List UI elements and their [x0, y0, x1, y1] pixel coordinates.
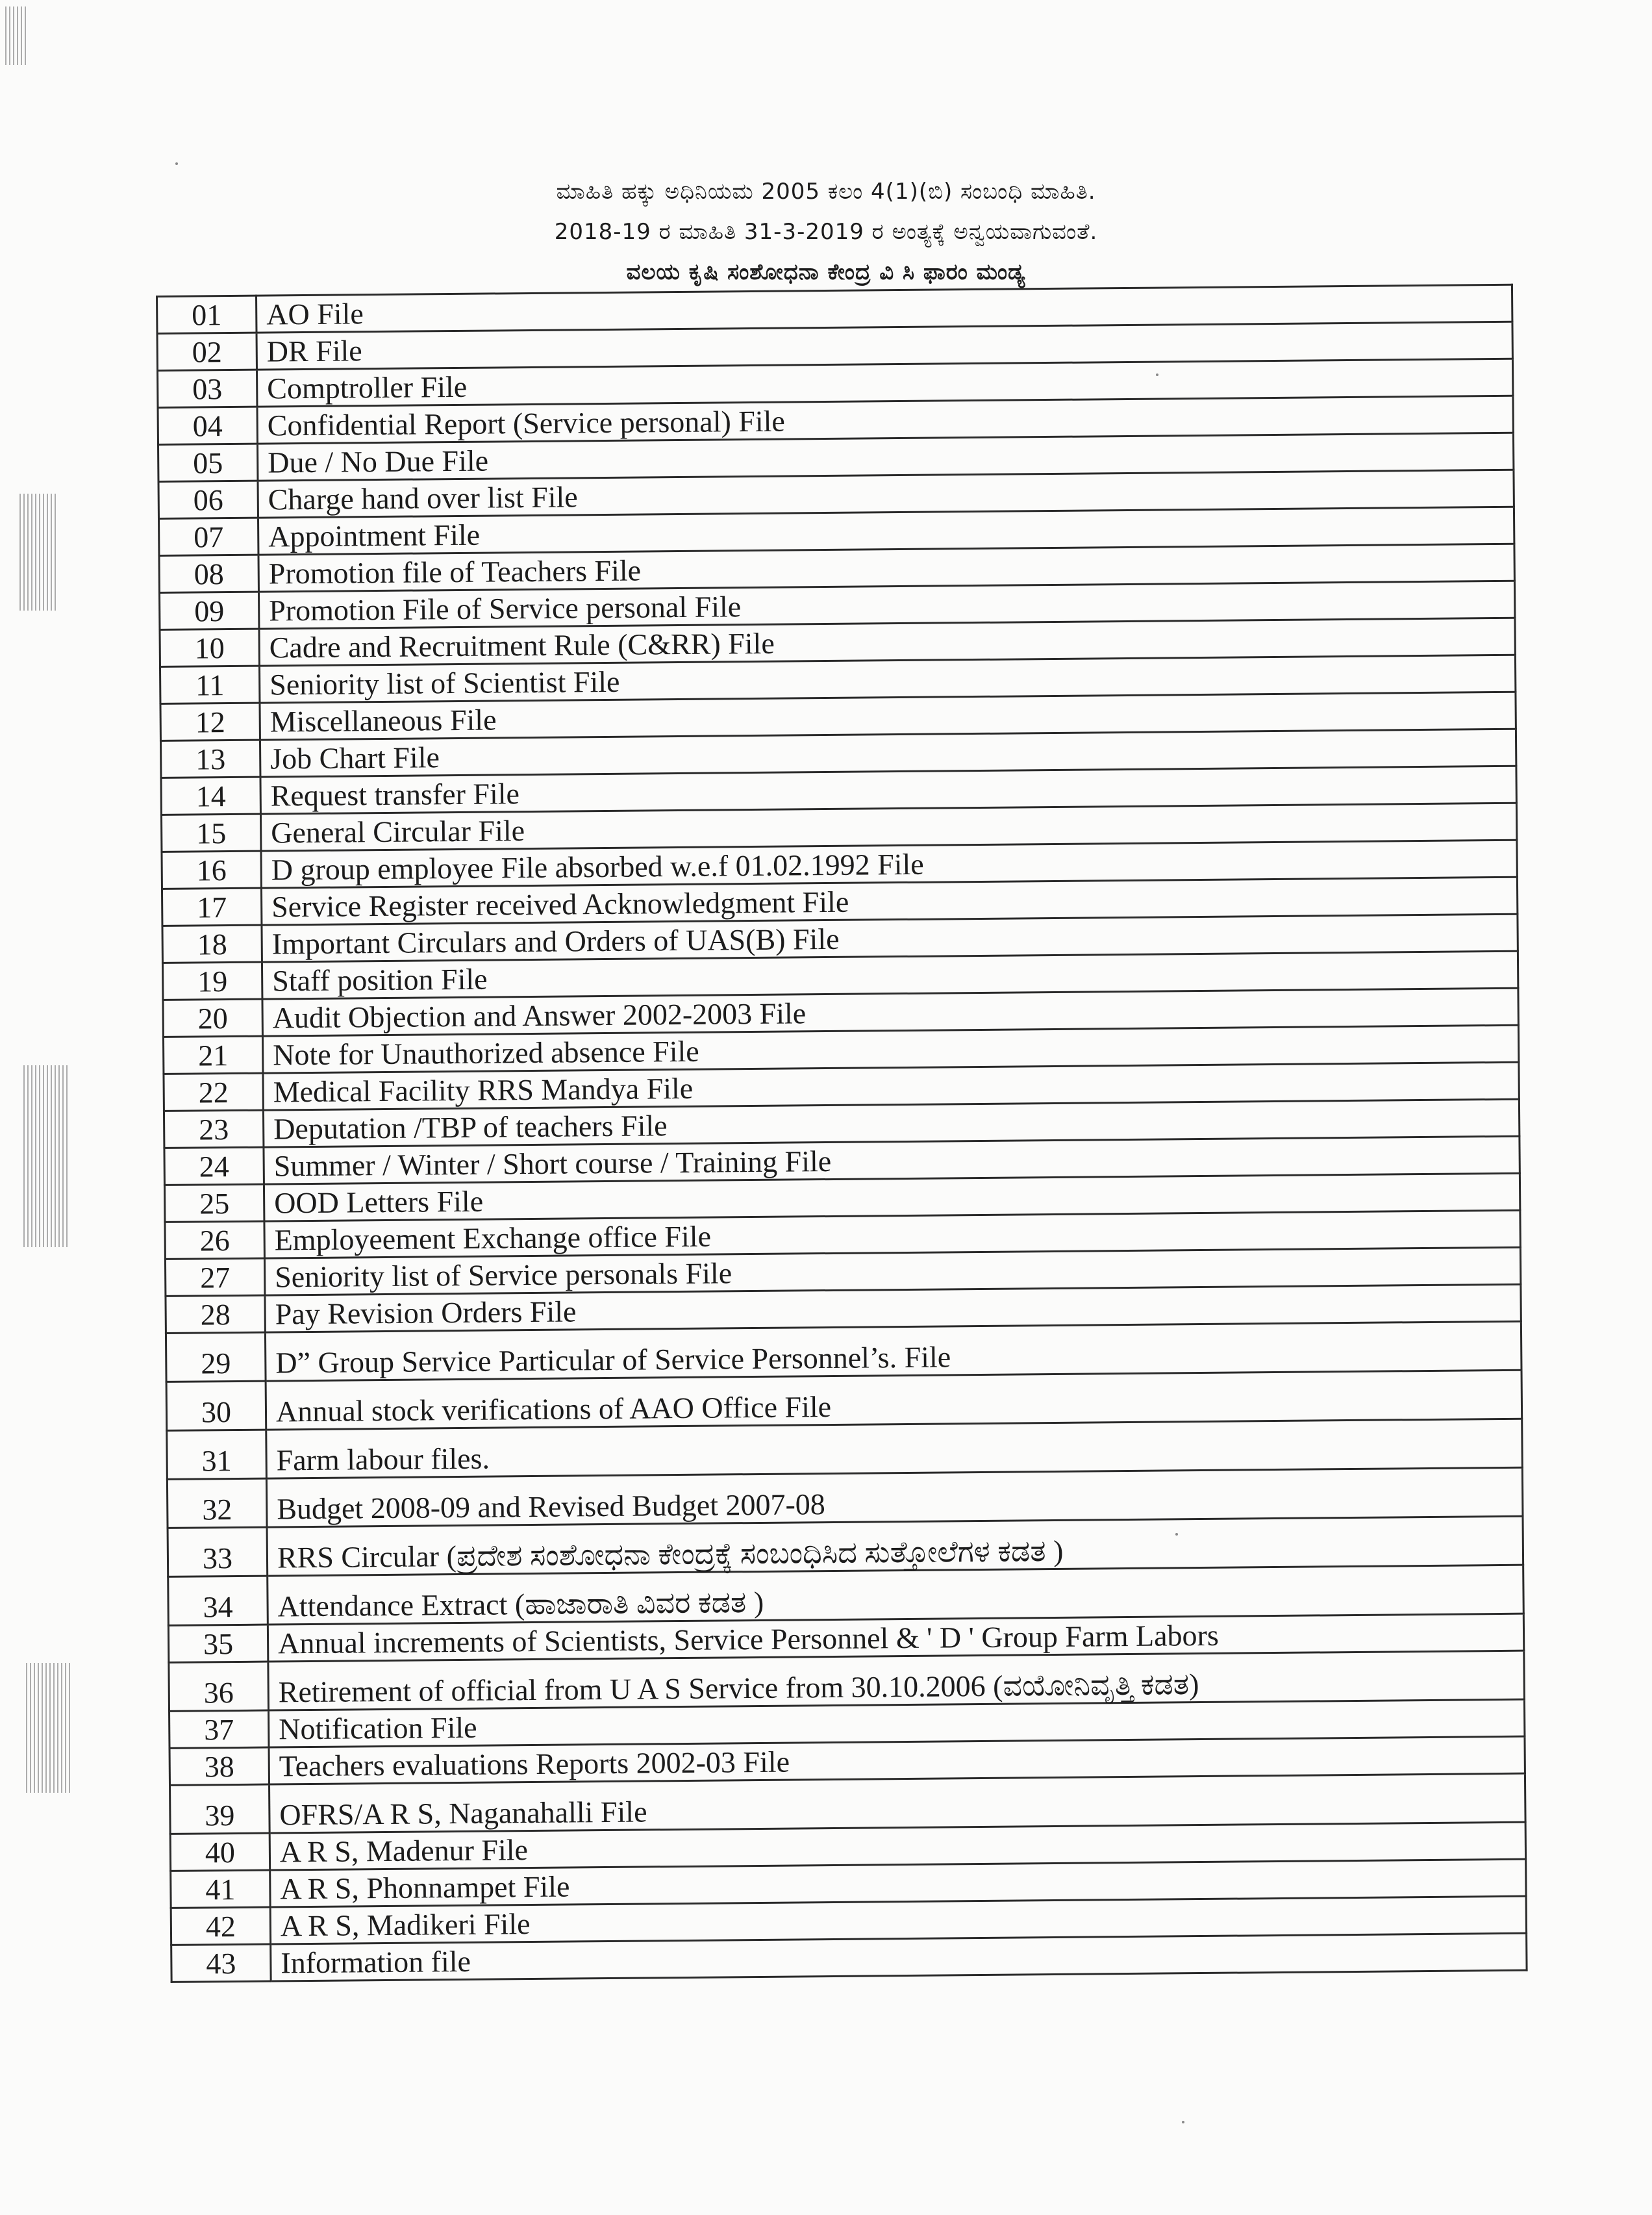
- row-number: 26: [165, 1221, 264, 1259]
- file-title: Comptroller File: [257, 359, 1513, 407]
- row-number: 04: [158, 407, 257, 444]
- header-line-1: ಮಾಹಿತಿ ಹಕ್ಕು ಅಧಿನಿಯಮ 2005 ಕಲಂ 4(1)(ಬಿ) ಸಂಬಂಧಿ ಮಾಹಿತಿ.: [556, 179, 1096, 205]
- row-number: 41: [171, 1870, 270, 1908]
- file-title: Note for Unauthorized absence File: [262, 1025, 1518, 1073]
- row-number: 05: [158, 444, 258, 481]
- scan-speck: [175, 162, 178, 165]
- row-number: 43: [171, 1944, 271, 1982]
- row-number: 19: [162, 962, 262, 1000]
- row-number: 29: [166, 1332, 266, 1382]
- scan-edge-marks: [0, 0, 78, 2215]
- row-number: 24: [164, 1147, 264, 1185]
- row-number: 35: [168, 1625, 268, 1662]
- file-title: Due / No Due File: [257, 433, 1513, 481]
- row-number: 17: [162, 888, 261, 926]
- row-number: 34: [168, 1576, 268, 1625]
- row-number: 37: [169, 1710, 269, 1748]
- row-number: 10: [160, 629, 259, 666]
- file-title: Service Register received Acknowledgment File: [261, 877, 1517, 925]
- file-title: Charge hand over list File: [258, 470, 1514, 518]
- row-number: 06: [158, 481, 258, 518]
- file-title: A R S, Madikeri File: [270, 1896, 1526, 1944]
- row-number: 40: [170, 1833, 269, 1871]
- row-number: 16: [162, 851, 261, 889]
- file-title: Annual increments of Scientists, Service Personnel & ' D ' Group Farm Labors: [268, 1614, 1523, 1662]
- file-list-body: [157, 285, 1527, 1982]
- scan-speck: [1156, 373, 1158, 376]
- file-title: Employeement Exchange office File: [264, 1210, 1520, 1258]
- file-title: Miscellaneous File: [260, 692, 1516, 740]
- file-title: Medical Facility RRS Mandya File: [263, 1062, 1519, 1110]
- file-title: Farm labour files.: [266, 1419, 1523, 1478]
- file-title: AO File: [257, 285, 1512, 333]
- row-number: 09: [159, 592, 258, 629]
- file-title: Summer / Winter / Short course / Training File: [264, 1136, 1520, 1184]
- row-number: 02: [157, 333, 257, 370]
- file-title: Request transfer File: [260, 766, 1516, 814]
- header-line-3: ವಲಯ ಕೃಷಿ ಸಂಶೋಧನಾ ಕೇಂದ್ರ ವಿ ಸಿ ಫಾರಂ ಮಂಡ್ಯ: [626, 259, 1026, 285]
- row-number: 15: [161, 814, 260, 852]
- file-title: OFRS/A R S, Naganahalli File: [269, 1773, 1526, 1833]
- file-title: Attendance Extract (ಹಾಜಾರಾತಿ ವಿವರ ಕಡತ ): [268, 1565, 1524, 1625]
- scan-speck: [1182, 2121, 1184, 2123]
- row-number: 01: [157, 296, 257, 333]
- file-title: RRS Circular (ಪ್ರದೇಶ ಸಂಶೋಧನಾ ಕೇಂದ್ರಕ್ಕೆ ಸಂಬಂಧಿಸಿದ ಸುತ್ತೋಲೆಗಳ ಕಡತ ): [267, 1516, 1523, 1576]
- file-title: D” Group Service Particular of Service Personnel’s. File: [265, 1321, 1521, 1381]
- file-title: Promotion file of Teachers File: [258, 544, 1514, 592]
- file-title: Deputation /TBP of teachers File: [263, 1099, 1519, 1147]
- file-title: Important Circulars and Orders of UAS(B) File: [262, 914, 1518, 962]
- file-title: Promotion File of Service personal File: [258, 581, 1514, 629]
- row-number: 13: [160, 740, 260, 778]
- row-number: 11: [160, 666, 259, 703]
- row-number: 20: [163, 999, 262, 1037]
- row-number: 12: [160, 703, 260, 740]
- file-title: Job Chart File: [260, 729, 1516, 777]
- scan-speck: [1175, 1533, 1178, 1536]
- row-number: 31: [167, 1430, 267, 1479]
- row-number: 30: [166, 1381, 266, 1430]
- file-title: Notification File: [269, 1699, 1525, 1747]
- row-number: 36: [169, 1662, 269, 1711]
- file-title: General Circular File: [260, 803, 1516, 851]
- file-title: Information file: [271, 1933, 1527, 1981]
- row-number: 28: [166, 1295, 265, 1333]
- file-title: A R S, Phonnampet File: [270, 1859, 1526, 1907]
- file-title: Appointment File: [258, 507, 1514, 555]
- row-number: 39: [170, 1784, 270, 1834]
- file-list-table: [156, 284, 1528, 1983]
- file-title: Seniority list of Scientist File: [259, 655, 1515, 703]
- row-number: 03: [158, 370, 257, 407]
- row-number: 23: [164, 1110, 263, 1148]
- file-title: Staff position File: [262, 951, 1518, 999]
- row-number: 14: [161, 777, 260, 815]
- row-number: 38: [169, 1747, 269, 1785]
- file-title: Confidential Report (Service personal) File: [257, 396, 1513, 444]
- row-number: 08: [159, 555, 258, 592]
- row-number: 21: [163, 1036, 262, 1074]
- file-title: A R S, Madenur File: [269, 1822, 1525, 1870]
- file-list-table-wrap: [156, 284, 1528, 1983]
- row-number: 22: [164, 1073, 263, 1111]
- header-line-2: 2018-19 ರ ಮಾಹಿತಿ 31-3-2019 ರ ಅಂತ್ಯಕ್ಕೆ ಅನ್ವಯವಾಗುವಂತೆ.: [554, 219, 1098, 245]
- file-title: D group employee File absorbed w.e.f 01.02.1992 File: [261, 840, 1517, 888]
- file-title: Seniority list of Service personals File: [264, 1247, 1520, 1295]
- row-number: 25: [164, 1184, 264, 1222]
- row-number: 32: [167, 1478, 267, 1528]
- file-title: DR File: [257, 322, 1512, 370]
- file-title: Audit Objection and Answer 2002-2003 File: [262, 988, 1518, 1036]
- file-title: OOD Letters File: [264, 1173, 1520, 1221]
- row-number: 33: [168, 1527, 268, 1576]
- file-title: Pay Revision Orders File: [265, 1284, 1521, 1332]
- row-number: 42: [171, 1907, 270, 1945]
- row-number: 27: [165, 1258, 264, 1296]
- file-title: Retirement of official from U A S Service from 30.10.2006 (ವಯೋನಿವೃತ್ತಿ ಕಡತ): [268, 1651, 1525, 1710]
- file-title: Cadre and Recruitment Rule (C&RR) File: [259, 618, 1515, 666]
- row-number: 18: [162, 925, 262, 963]
- file-title: Teachers evaluations Reports 2002-03 File: [269, 1736, 1525, 1784]
- file-title: Budget 2008-09 and Revised Budget 2007-08: [266, 1467, 1523, 1527]
- row-number: 07: [158, 518, 258, 555]
- document-header: [0, 179, 1652, 299]
- file-title: Annual stock verifications of AAO Office File: [266, 1370, 1522, 1430]
